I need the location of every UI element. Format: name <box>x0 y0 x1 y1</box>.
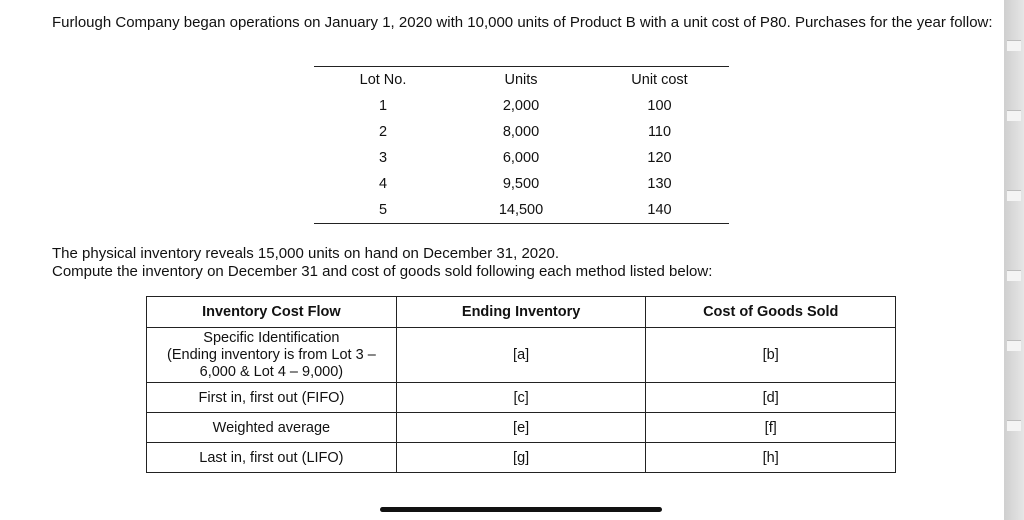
purchases-header-row <box>314 67 729 94</box>
header-lot-no: Lot No. <box>314 67 452 94</box>
intro-paragraph: Furlough Company began operations on January 1, 2020 with 10,000 units of Product B with a unit cost of P80. Purchases for the year follow: <box>52 14 993 31</box>
strip-mark <box>1007 340 1021 351</box>
lot-no-cell: 3 <box>378 150 388 166</box>
units-cell: 6,000 <box>502 150 540 166</box>
units-cell: 9,500 <box>502 176 540 192</box>
strip-mark <box>1007 110 1021 121</box>
method-line: Specific Identification <box>203 329 340 346</box>
table-row <box>314 197 729 224</box>
table-row <box>147 328 896 383</box>
strip-mark <box>1007 190 1021 201</box>
cogs-cell: [d] <box>646 383 896 413</box>
table-row <box>314 119 729 145</box>
physical-inventory-text: The physical inventory reveals 15,000 units on hand on December 31, 2020. <box>52 245 559 262</box>
method-cell <box>147 328 397 383</box>
units-cell: 2,000 <box>502 98 540 114</box>
units-cell: 14,500 <box>452 197 590 224</box>
unit-cost-cell: 130 <box>647 176 672 192</box>
header-cost-flow: Inventory Cost Flow <box>147 297 397 328</box>
method-line: 6,000 & Lot 4 – 9,000) <box>199 363 344 380</box>
unit-cost-cell: 110 <box>647 124 672 140</box>
header-cogs: Cost of Goods Sold <box>646 297 896 328</box>
method-cell: First in, first out (FIFO) <box>147 383 397 413</box>
unit-cost-cell: 120 <box>647 150 672 166</box>
strip-mark <box>1007 40 1021 51</box>
header-unit-cost: Unit cost <box>590 67 729 94</box>
ending-inventory-cell: [a] <box>396 328 646 383</box>
table-row <box>314 145 729 171</box>
header-units: Units <box>452 67 590 94</box>
table-row <box>314 171 729 197</box>
methods-header-row <box>147 297 896 328</box>
ending-inventory-cell: [g] <box>396 443 646 473</box>
home-indicator-bar[interactable] <box>380 507 662 512</box>
table-row <box>147 413 896 443</box>
ending-inventory-cell: [c] <box>396 383 646 413</box>
table-row <box>314 93 729 119</box>
side-scroll-strip[interactable] <box>1004 0 1024 520</box>
header-ending-inventory: Ending Inventory <box>396 297 646 328</box>
lot-no-cell: 4 <box>378 176 388 192</box>
purchases-table <box>314 66 729 224</box>
compute-instruction-text: Compute the inventory on December 31 and cost of goods sold following each method listed below: <box>52 263 713 280</box>
table-row <box>147 383 896 413</box>
table-row <box>147 443 896 473</box>
strip-mark <box>1007 420 1021 431</box>
unit-cost-cell: 100 <box>647 98 672 114</box>
strip-mark <box>1007 270 1021 281</box>
lot-no-cell: 2 <box>378 124 388 140</box>
method-cell: Last in, first out (LIFO) <box>147 443 397 473</box>
cogs-cell: [f] <box>646 413 896 443</box>
method-cell: Weighted average <box>147 413 397 443</box>
unit-cost-cell: 140 <box>590 197 729 224</box>
method-line: (Ending inventory is from Lot 3 – <box>167 346 376 363</box>
lot-no-cell: 1 <box>378 98 388 114</box>
ending-inventory-cell: [e] <box>396 413 646 443</box>
cogs-cell: [b] <box>646 328 896 383</box>
units-cell: 8,000 <box>502 124 540 140</box>
lot-no-cell: 5 <box>314 197 452 224</box>
methods-table <box>146 296 896 473</box>
cogs-cell: [h] <box>646 443 896 473</box>
